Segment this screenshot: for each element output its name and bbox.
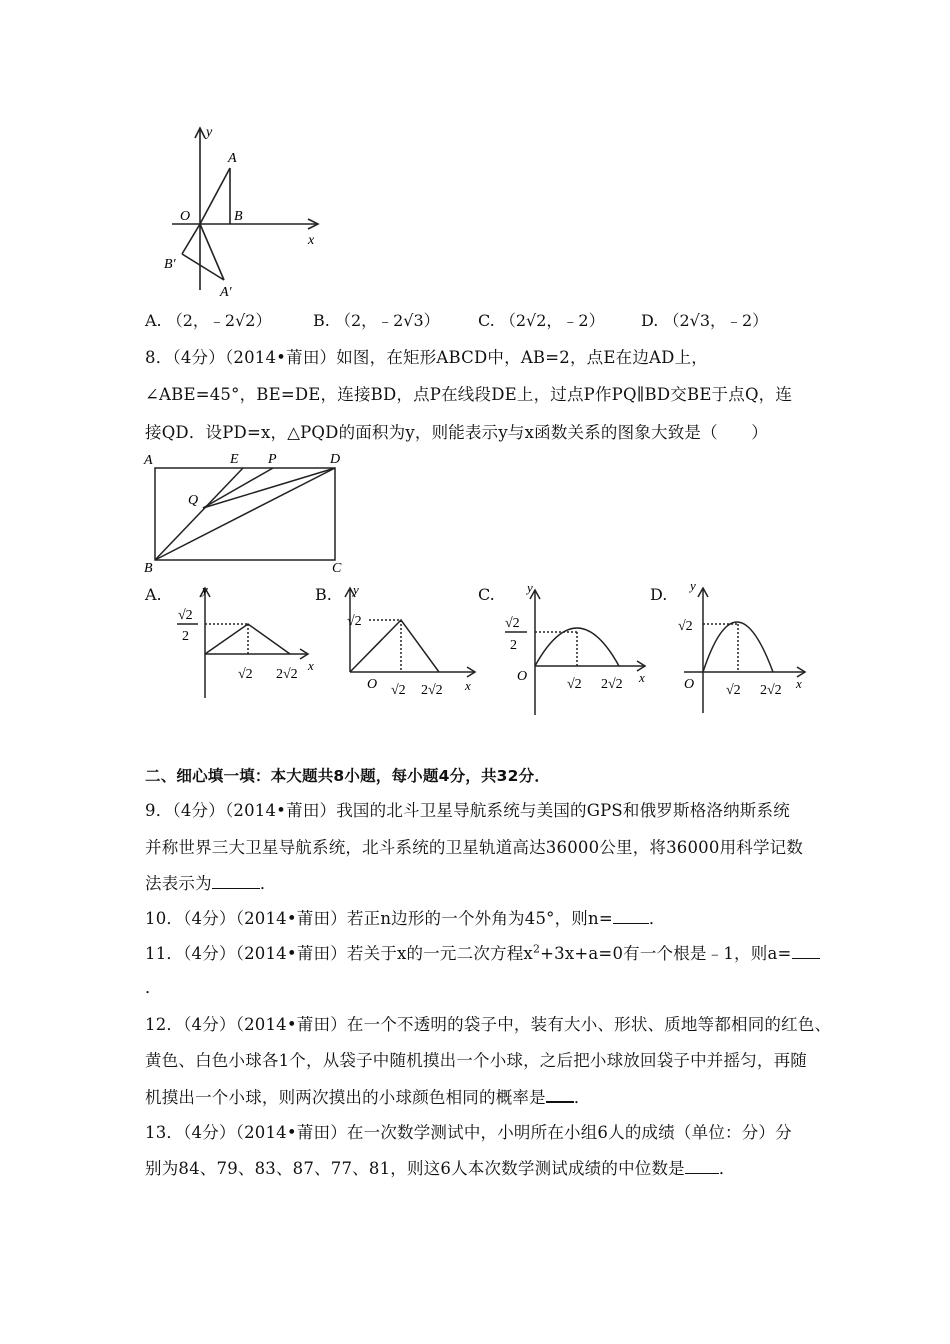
label-origin: O — [517, 669, 528, 684]
q8-line-3: 接QD．设PD=x，△PQD的面积为y，则能表示y与x函数关系的图象大致是（ ） — [145, 423, 768, 442]
label-x: x — [465, 678, 471, 693]
q10-line — [145, 905, 666, 929]
q13-answer-blank[interactable] — [685, 1159, 719, 1174]
label-q: Q — [188, 493, 199, 508]
q10-text: 10．（4分）（2014•莆田）若正n边形的一个外角为45°，则n= — [145, 909, 613, 928]
q12-line-2: 黄色、白色小球各1个，从袋子中随机摸出一个小球，之后把小球放回袋子中并摇匀，再随 — [145, 1051, 807, 1070]
q8-graph-a — [160, 580, 325, 700]
q10-tail: ． — [648, 909, 666, 928]
label-origin: O — [684, 677, 695, 692]
label-y: y — [353, 582, 359, 597]
segment-oa — [200, 168, 230, 224]
label-x: x — [308, 658, 314, 673]
q10-answer-blank[interactable] — [613, 909, 649, 924]
label-y: y — [206, 125, 213, 140]
q13-line-1: 13．（4分）（2014•莆田）在一次数学测试中，小明所在小组6人的成绩（单位：分）分 — [145, 1123, 792, 1142]
segment-bd — [155, 468, 335, 560]
q8-graph-d — [670, 578, 820, 718]
tick-sqrt2-y: √2 — [347, 614, 362, 629]
q11-line — [145, 940, 820, 964]
q8-rectangle-figure — [140, 448, 355, 576]
label-x: x — [308, 233, 315, 248]
label-d: D — [330, 452, 341, 467]
q11-text-after: +3x+a=0有一个根是﹣1，则a= — [540, 944, 792, 963]
segment-ob-prime — [182, 224, 200, 254]
curve — [350, 620, 439, 672]
tick-2sqrt2: 2√2 — [421, 683, 443, 698]
label-o: O — [180, 209, 191, 224]
tick-sqrt2: √2 — [567, 677, 582, 692]
q11-text-before: 11．（4分）（2014•莆田）若关于x的一元二次方程x — [145, 944, 533, 963]
segment-oa-prime — [200, 224, 224, 280]
label-x: x — [639, 670, 645, 685]
fraction-numerator: √2 — [178, 608, 193, 623]
label-origin: O — [367, 677, 378, 692]
q11-tail: ． — [145, 978, 162, 997]
label-b-prime: B′ — [164, 257, 176, 272]
fraction-denominator: 2 — [510, 638, 517, 653]
q8-graph-b — [335, 580, 485, 705]
label-a-prime: A′ — [220, 285, 232, 300]
label-y: y — [690, 578, 696, 593]
q8-line-2: ∠ABE=45°，BE=DE，连接BD，点P在线段DE上，过点P作PQ∥BD交BE于点Q，连 — [145, 385, 793, 404]
q9-line-1: 9．（4分）（2014•莆田）我国的北斗卫星导航系统与美国的GPS和俄罗斯格洛纳斯系统 — [145, 801, 790, 820]
q7-option-c: C. （2√2，﹣2） — [478, 311, 605, 330]
q9-line-2: 并称世界三大卫星导航系统，北斗系统的卫星轨道高达36000公里，将36000用科学记数 — [145, 838, 804, 857]
label-a: A — [228, 151, 237, 166]
q8-option-b-letter: B. — [315, 585, 332, 604]
q7-option-d: D. （2√3，﹣2） — [641, 311, 769, 330]
q13-line-2-text: 别为84、79、83、87、77、81，则这6人本次数学测试成绩的中位数是 — [145, 1159, 685, 1178]
q8-line-1: 8．（4分）（2014•莆田）如图，在矩形ABCD中，AB=2，点E在边AD上， — [145, 348, 708, 367]
fraction-numerator: √2 — [505, 616, 520, 631]
q11-superscript: 2 — [532, 942, 541, 956]
q12-answer-blank[interactable] — [546, 1087, 574, 1103]
label-e: E — [230, 452, 239, 467]
q11-answer-blank[interactable] — [792, 944, 820, 959]
q9-answer-blank[interactable] — [212, 874, 260, 889]
q7-option-a: A. （2，﹣2√2） — [145, 311, 272, 330]
q12-tail: ． — [573, 1088, 591, 1107]
label-x: x — [796, 676, 802, 691]
label-p: P — [268, 452, 277, 467]
segment-be — [155, 468, 243, 560]
q12-line-3-text: 机摸出一个小球，则两次摸出的小球颜色相同的概率是 — [145, 1088, 546, 1107]
tick-sqrt2: √2 — [391, 683, 406, 698]
tick-2sqrt2: 2√2 — [276, 667, 298, 682]
q9-tail: ． — [259, 874, 277, 893]
tick-sqrt2: √2 — [726, 683, 741, 698]
label-b: B — [144, 561, 153, 576]
q7-figure — [140, 120, 340, 305]
label-c: C — [332, 561, 342, 576]
q7-option-b: B. （2，﹣2√3） — [313, 311, 440, 330]
label-a: A — [144, 453, 153, 468]
q13-line-2 — [145, 1155, 736, 1179]
q9-line-3 — [145, 870, 277, 894]
q12-line-1: 12．（4分）（2014•莆田）在一个不透明的袋子中，装有大小、形状、质地等都相同的红色、 — [145, 1015, 832, 1034]
label-b: B — [234, 209, 243, 224]
label-y: y — [202, 582, 208, 597]
q8-graph-c — [495, 580, 660, 720]
section-heading: 二、细心填一填：本大题共8小题，每小题4分，共32分． — [145, 767, 551, 785]
tick-2sqrt2: 2√2 — [760, 683, 782, 698]
q8-option-c-letter: C. — [478, 585, 495, 604]
q8-option-a-letter: A. — [145, 585, 162, 604]
label-y: y — [527, 580, 533, 595]
q13-tail: ． — [718, 1159, 736, 1178]
tick-2sqrt2: 2√2 — [601, 677, 623, 692]
tick-sqrt2-y: √2 — [678, 619, 693, 634]
q9-line-3-text: 法表示为 — [145, 874, 212, 893]
q8-option-d-letter: D. — [650, 585, 668, 604]
q12-line-3 — [145, 1084, 591, 1108]
fraction-denominator: 2 — [182, 629, 189, 644]
tick-sqrt2: √2 — [238, 667, 253, 682]
